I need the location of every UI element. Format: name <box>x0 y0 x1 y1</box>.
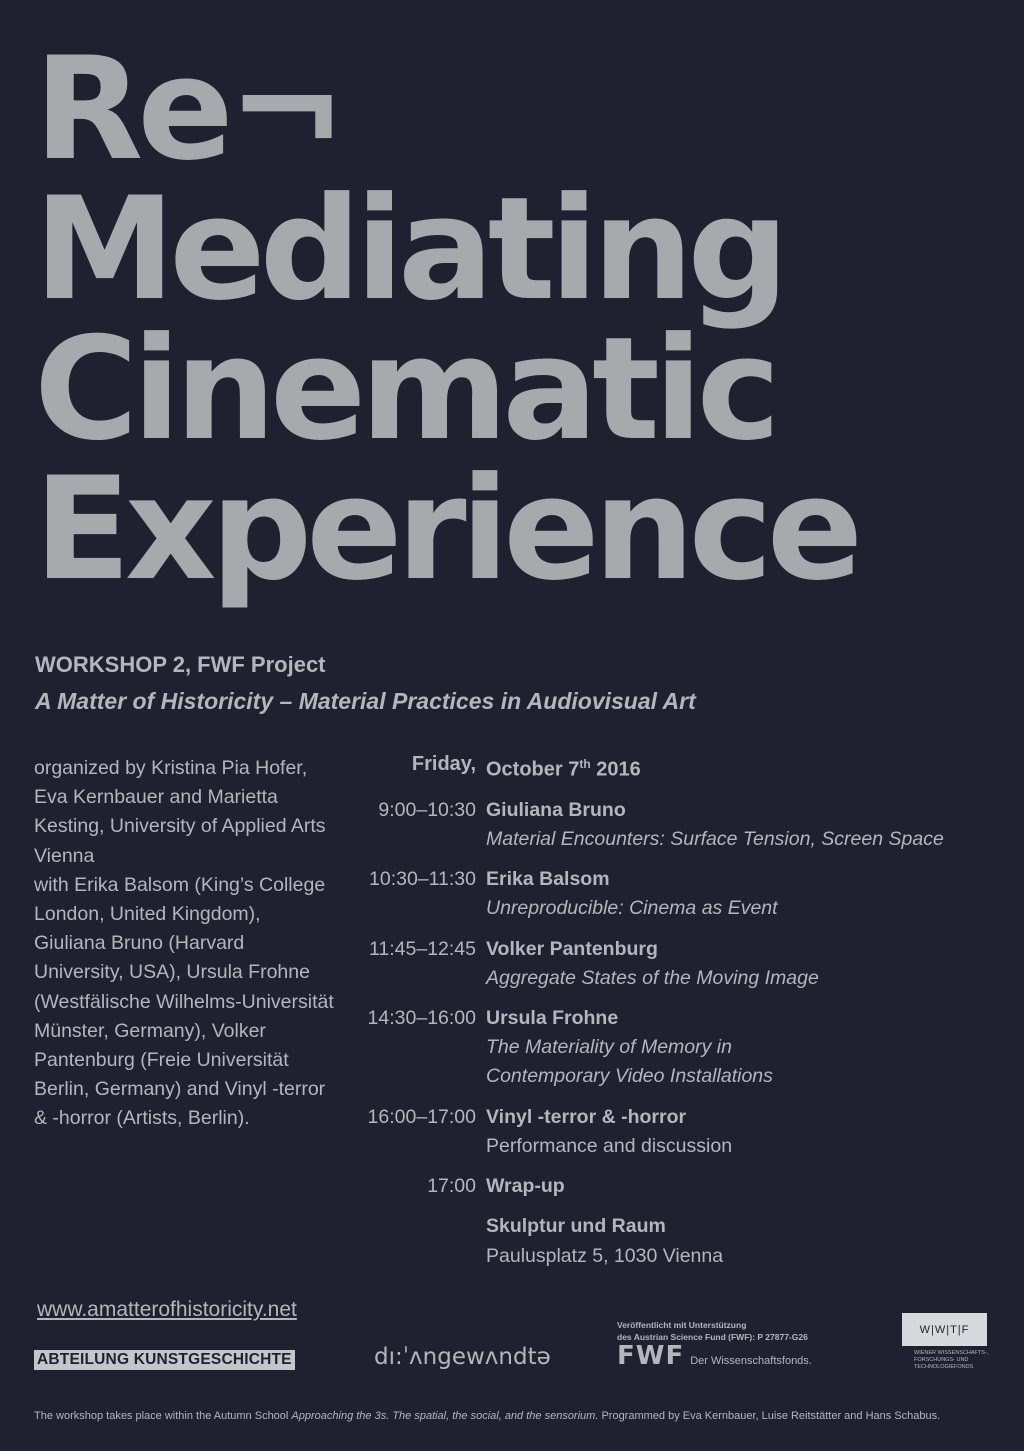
session-time: 14:30–16:00 <box>367 1007 476 1030</box>
angewandte-logo: dı:ˈʌngewʌndtə <box>374 1344 551 1370</box>
venue-name: Skulptur und Raum <box>486 1215 666 1238</box>
footer-pre: The workshop takes place within the Autumn School <box>34 1410 292 1422</box>
department-logo: ABTEILUNG KUNSTGESCHICHTE <box>34 1350 295 1370</box>
session-title: Unreproducible: Cinema as Event <box>486 897 778 920</box>
footer-note <box>34 1410 940 1422</box>
session-speaker: Vinyl -terror & -horror <box>486 1105 687 1128</box>
session-title: The Materiality of Memory in <box>486 1036 732 1059</box>
footer-post: Programmed by Eva Kernbauer, Luise Reitstätter and Hans Schabus. <box>598 1410 941 1422</box>
venue-address: Paulusplatz 5, 1030 Vienna <box>486 1244 724 1267</box>
poster-title <box>34 27 858 612</box>
schedule-row <box>340 1172 1020 1201</box>
schedule-day: Friday, <box>411 753 476 775</box>
schedule-date-row <box>340 750 1020 785</box>
fwf-logo <box>617 1343 812 1369</box>
date-main: October 7 <box>486 758 580 781</box>
footer-italic: Approaching the 3s. The spatial, the social, and the sensorium. <box>291 1410 599 1422</box>
schedule-row <box>340 935 1020 993</box>
schedule-row <box>340 1103 1020 1161</box>
title-line-3: Cinematic <box>34 307 775 472</box>
wwtf-mark: W|W|T|F <box>919 1323 970 1336</box>
organizers-part-2: with Erika Balsom (King’s College London, United Kingdom), Giuliana Bruno (Harvard University, USA), Ursula Frohne (Westfälische Wilhelms-Universität Münster, Germany), Volker Pantenburg (Freie Universität Berlin, Germany) and Vinyl -terror & -horror (Artists, Berlin). <box>34 873 334 1130</box>
organizers-part-1: organized by Kristina Pia Hofer, Eva Kernbauer and Marietta Kesting, University of Applied Arts Vienna <box>34 757 326 867</box>
session-time: 11:45–12:45 <box>369 937 476 960</box>
session-time: 17:00 <box>427 1175 476 1198</box>
session-title: Material Encounters: Surface Tension, Screen Space <box>486 828 944 851</box>
session-speaker: Giuliana Bruno <box>486 798 626 821</box>
session-speaker: Erika Balsom <box>486 868 610 891</box>
fwf-note-line-1: Veröffentlicht mit Unterstützung <box>617 1320 747 1330</box>
fwf-tagline: Der Wissenschaftsfonds. <box>690 1355 812 1367</box>
wwtf-subtitle: WIENER WISSENSCHAFTS-, FORSCHUNGS- UND TECHNOLOGIEFONDS <box>914 1350 989 1370</box>
date-year: 2016 <box>590 758 641 781</box>
website-link[interactable]: www.amatterofhistoricity.net <box>37 1298 297 1321</box>
session-time: 10:30–11:30 <box>369 868 476 891</box>
wwtf-logo <box>902 1313 987 1346</box>
session-speaker: Wrap-up <box>486 1175 565 1198</box>
session-title: Contemporary Video Installations <box>486 1065 773 1088</box>
session-speaker: Ursula Frohne <box>486 1007 619 1030</box>
workshop-label: WORKSHOP 2, FWF Project <box>35 652 326 677</box>
session-title: Performance and discussion <box>486 1134 733 1157</box>
session-speaker: Volker Pantenburg <box>486 937 658 960</box>
schedule-row <box>340 865 1020 923</box>
schedule-row <box>340 1004 1020 1092</box>
title-line-4: Experience <box>34 447 858 612</box>
organizers-text <box>34 754 334 1134</box>
venue-row <box>340 1212 1020 1270</box>
session-time: 9:00–10:30 <box>378 798 476 821</box>
schedule-date <box>486 750 1020 785</box>
session-time: 16:00–17:00 <box>367 1105 476 1128</box>
schedule <box>340 750 1020 1282</box>
fwf-support-note <box>617 1319 808 1343</box>
project-subtitle: A Matter of Historicity – Material Practices in Audiovisual Art <box>35 688 696 714</box>
session-title: Aggregate States of the Moving Image <box>486 966 819 989</box>
title-line-1: Re¬ <box>34 27 341 192</box>
date-suffix: th <box>579 757 591 771</box>
schedule-row <box>340 796 1020 854</box>
fwf-mark: FWF <box>617 1341 685 1371</box>
title-line-2: Mediating <box>34 167 784 332</box>
fwf-note-line-2: des Austrian Science Fund (FWF): P 27877-G26 <box>617 1332 808 1342</box>
